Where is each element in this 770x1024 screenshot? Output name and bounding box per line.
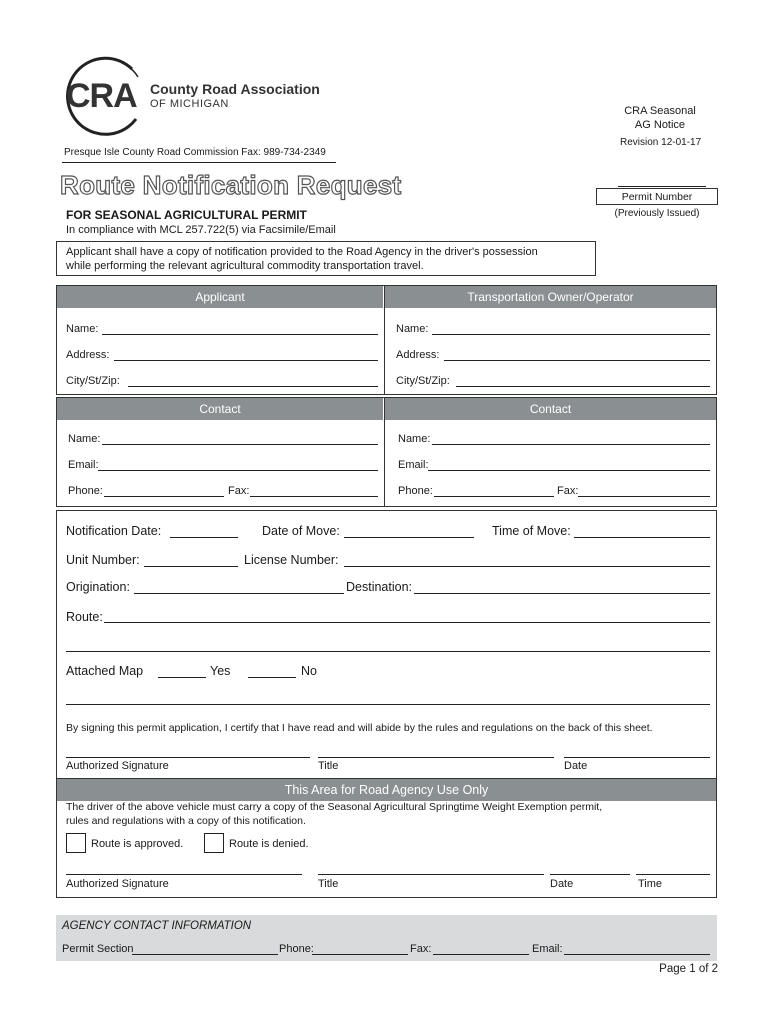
page-title: Route Notification Request — [60, 170, 402, 200]
agency-use-line1: The driver of the above vehicle must carry a copy of the Seasonal Agricultural Springtime Weight Exemption permit, — [66, 801, 603, 813]
applicant-city-label: City/St/Zip: — [66, 375, 120, 387]
route-denied-label: Route is denied. — [229, 838, 309, 850]
attached-map-label: Attached Map — [66, 664, 144, 678]
date-of-move-label: Date of Move: — [262, 524, 340, 538]
agency-time-label: Time — [638, 878, 663, 890]
owner-address-field[interactable] — [444, 360, 710, 361]
cra-logo — [62, 55, 322, 137]
agency-time-field[interactable] — [636, 874, 710, 875]
attached-map-no-label: No — [301, 664, 317, 678]
agency-fax-label: Fax: — [410, 943, 432, 955]
route-approved-checkbox[interactable] — [66, 833, 86, 853]
route-approved-label: Route is approved. — [91, 838, 184, 850]
applicant-name-label: Name: — [66, 323, 99, 335]
contact-left-header: Contact — [57, 398, 383, 420]
route-denied-checkbox[interactable] — [204, 833, 224, 853]
agency-phone-label: Phone: — [279, 943, 314, 955]
license-number-label: License Number: — [244, 553, 339, 567]
destination-field[interactable] — [414, 593, 710, 594]
agency-contact-header: AGENCY CONTACT INFORMATION — [62, 920, 252, 932]
authorized-signature-label: Authorized Signature — [66, 760, 169, 772]
applicant-address-field[interactable] — [114, 360, 378, 361]
agency-date-label: Date — [550, 878, 574, 890]
logo-org-name: County Road Association — [150, 81, 320, 97]
owner-address-label: Address: — [396, 349, 440, 361]
contact-right-fax-field[interactable] — [578, 496, 710, 497]
map-notes-line[interactable] — [66, 704, 710, 705]
move-details-section — [56, 510, 717, 780]
previously-issued-label: (Previously Issued) — [614, 208, 700, 219]
date-field[interactable] — [564, 757, 710, 758]
contact-right-header: Contact — [385, 398, 716, 420]
notification-date-label: Notification Date: — [66, 524, 162, 538]
agency-fax-field[interactable] — [433, 954, 529, 955]
owner-name-field[interactable] — [432, 334, 710, 335]
permit-number-field[interactable] — [618, 186, 706, 187]
time-of-move-label: Time of Move: — [492, 524, 571, 538]
owner-header: Transportation Owner/Operator — [385, 286, 716, 308]
commission-line: Presque Isle County Road Commission Fax: 989-734-2349 — [64, 147, 326, 158]
attached-map-yes-label: Yes — [210, 664, 231, 678]
agency-phone-field[interactable] — [312, 954, 408, 955]
contact-left-name-label: Name: — [68, 433, 101, 445]
owner-name-label: Name: — [396, 323, 429, 335]
contact-right-email-label: Email: — [398, 459, 429, 471]
permit-number-label: Permit Number — [621, 191, 693, 203]
notice-type-line2: AG Notice — [634, 119, 686, 131]
attached-map-yes-field[interactable] — [158, 677, 206, 678]
unit-number-label: Unit Number: — [66, 553, 140, 567]
contact-left-phone-label: Phone: — [68, 485, 103, 497]
time-of-move-field[interactable] — [574, 537, 710, 538]
notice-line2: while performing the relevant agricultural commodity transportation travel. — [66, 260, 424, 272]
applicant-name-field[interactable] — [102, 334, 378, 335]
contact-left-fax-field[interactable] — [250, 496, 378, 497]
route-label: Route: — [66, 610, 103, 624]
contact-right-fax-label: Fax: — [557, 485, 579, 497]
contact-right-phone-label: Phone: — [398, 485, 433, 497]
date-label: Date — [564, 760, 588, 772]
agency-email-label: Email: — [532, 943, 563, 955]
date-of-move-field[interactable] — [344, 537, 474, 538]
title-field[interactable] — [318, 757, 554, 758]
contact-divider — [384, 398, 385, 507]
applicant-city-field[interactable] — [128, 386, 378, 387]
applicant-address-label: Address: — [66, 349, 110, 361]
agency-authorized-signature-label: Authorized Signature — [66, 878, 169, 890]
owner-city-field[interactable] — [456, 386, 710, 387]
route-field-line2[interactable] — [66, 651, 710, 652]
section-divider — [384, 286, 385, 395]
agency-use-line2: rules and regulations with a copy of this notification. — [66, 815, 306, 827]
certify-statement: By signing this permit application, I certify that I have read and will abide by the rules and regulations on the back of this sheet. — [66, 722, 653, 734]
destination-label: Destination: — [346, 580, 413, 594]
revision-label: Revision 12-01-17 — [620, 137, 702, 148]
agency-title-label: Title — [318, 878, 339, 890]
unit-number-field[interactable] — [144, 566, 238, 567]
contact-right-email-field[interactable] — [428, 470, 710, 471]
applicant-header: Applicant — [57, 286, 383, 308]
origination-label: Origination: — [66, 580, 130, 594]
contact-left-phone-field[interactable] — [104, 496, 224, 497]
agency-use-header: This Area for Road Agency Use Only — [57, 779, 716, 801]
agency-email-field[interactable] — [564, 954, 710, 955]
page-subtitle: FOR SEASONAL AGRICULTURAL PERMIT — [66, 208, 307, 222]
contact-right-name-label: Name: — [398, 433, 431, 445]
license-number-field[interactable] — [344, 566, 710, 567]
notice-line1: Applicant shall have a copy of notification provided to the Road Agency in the driver's possession — [66, 246, 538, 258]
contact-left-fax-label: Fax: — [228, 485, 250, 497]
agency-signature-field[interactable] — [66, 874, 302, 875]
signature-field[interactable] — [66, 757, 310, 758]
logo-org-sub: OF MICHIGAN — [150, 98, 229, 110]
page-footer: Page 1 of 2 — [659, 963, 718, 975]
contact-left-name-field[interactable] — [102, 444, 378, 445]
contact-left-email-label: Email: — [68, 459, 99, 471]
origination-field[interactable] — [134, 593, 344, 594]
contact-right-phone-field[interactable] — [434, 496, 554, 497]
notice-box — [56, 241, 596, 276]
agency-date-field[interactable] — [550, 874, 630, 875]
notification-date-field[interactable] — [170, 537, 238, 538]
permit-section-label: Permit Section — [62, 943, 134, 955]
attached-map-no-field[interactable] — [248, 677, 296, 678]
permit-section-field[interactable] — [132, 954, 278, 955]
route-field-line1[interactable] — [104, 622, 710, 623]
notice-type-line1: CRA Seasonal — [624, 105, 696, 117]
owner-city-label: City/St/Zip: — [396, 375, 450, 387]
logo-mark: CRA — [66, 77, 137, 115]
contact-right-name-field[interactable] — [432, 444, 710, 445]
agency-title-field[interactable] — [318, 874, 544, 875]
title-label: Title — [318, 760, 339, 772]
commission-underline — [62, 162, 336, 163]
compliance-note: In compliance with MCL 257.722(5) via Facsimile/Email — [66, 224, 336, 236]
contact-left-email-field[interactable] — [98, 470, 378, 471]
permit-number-box — [596, 188, 718, 205]
